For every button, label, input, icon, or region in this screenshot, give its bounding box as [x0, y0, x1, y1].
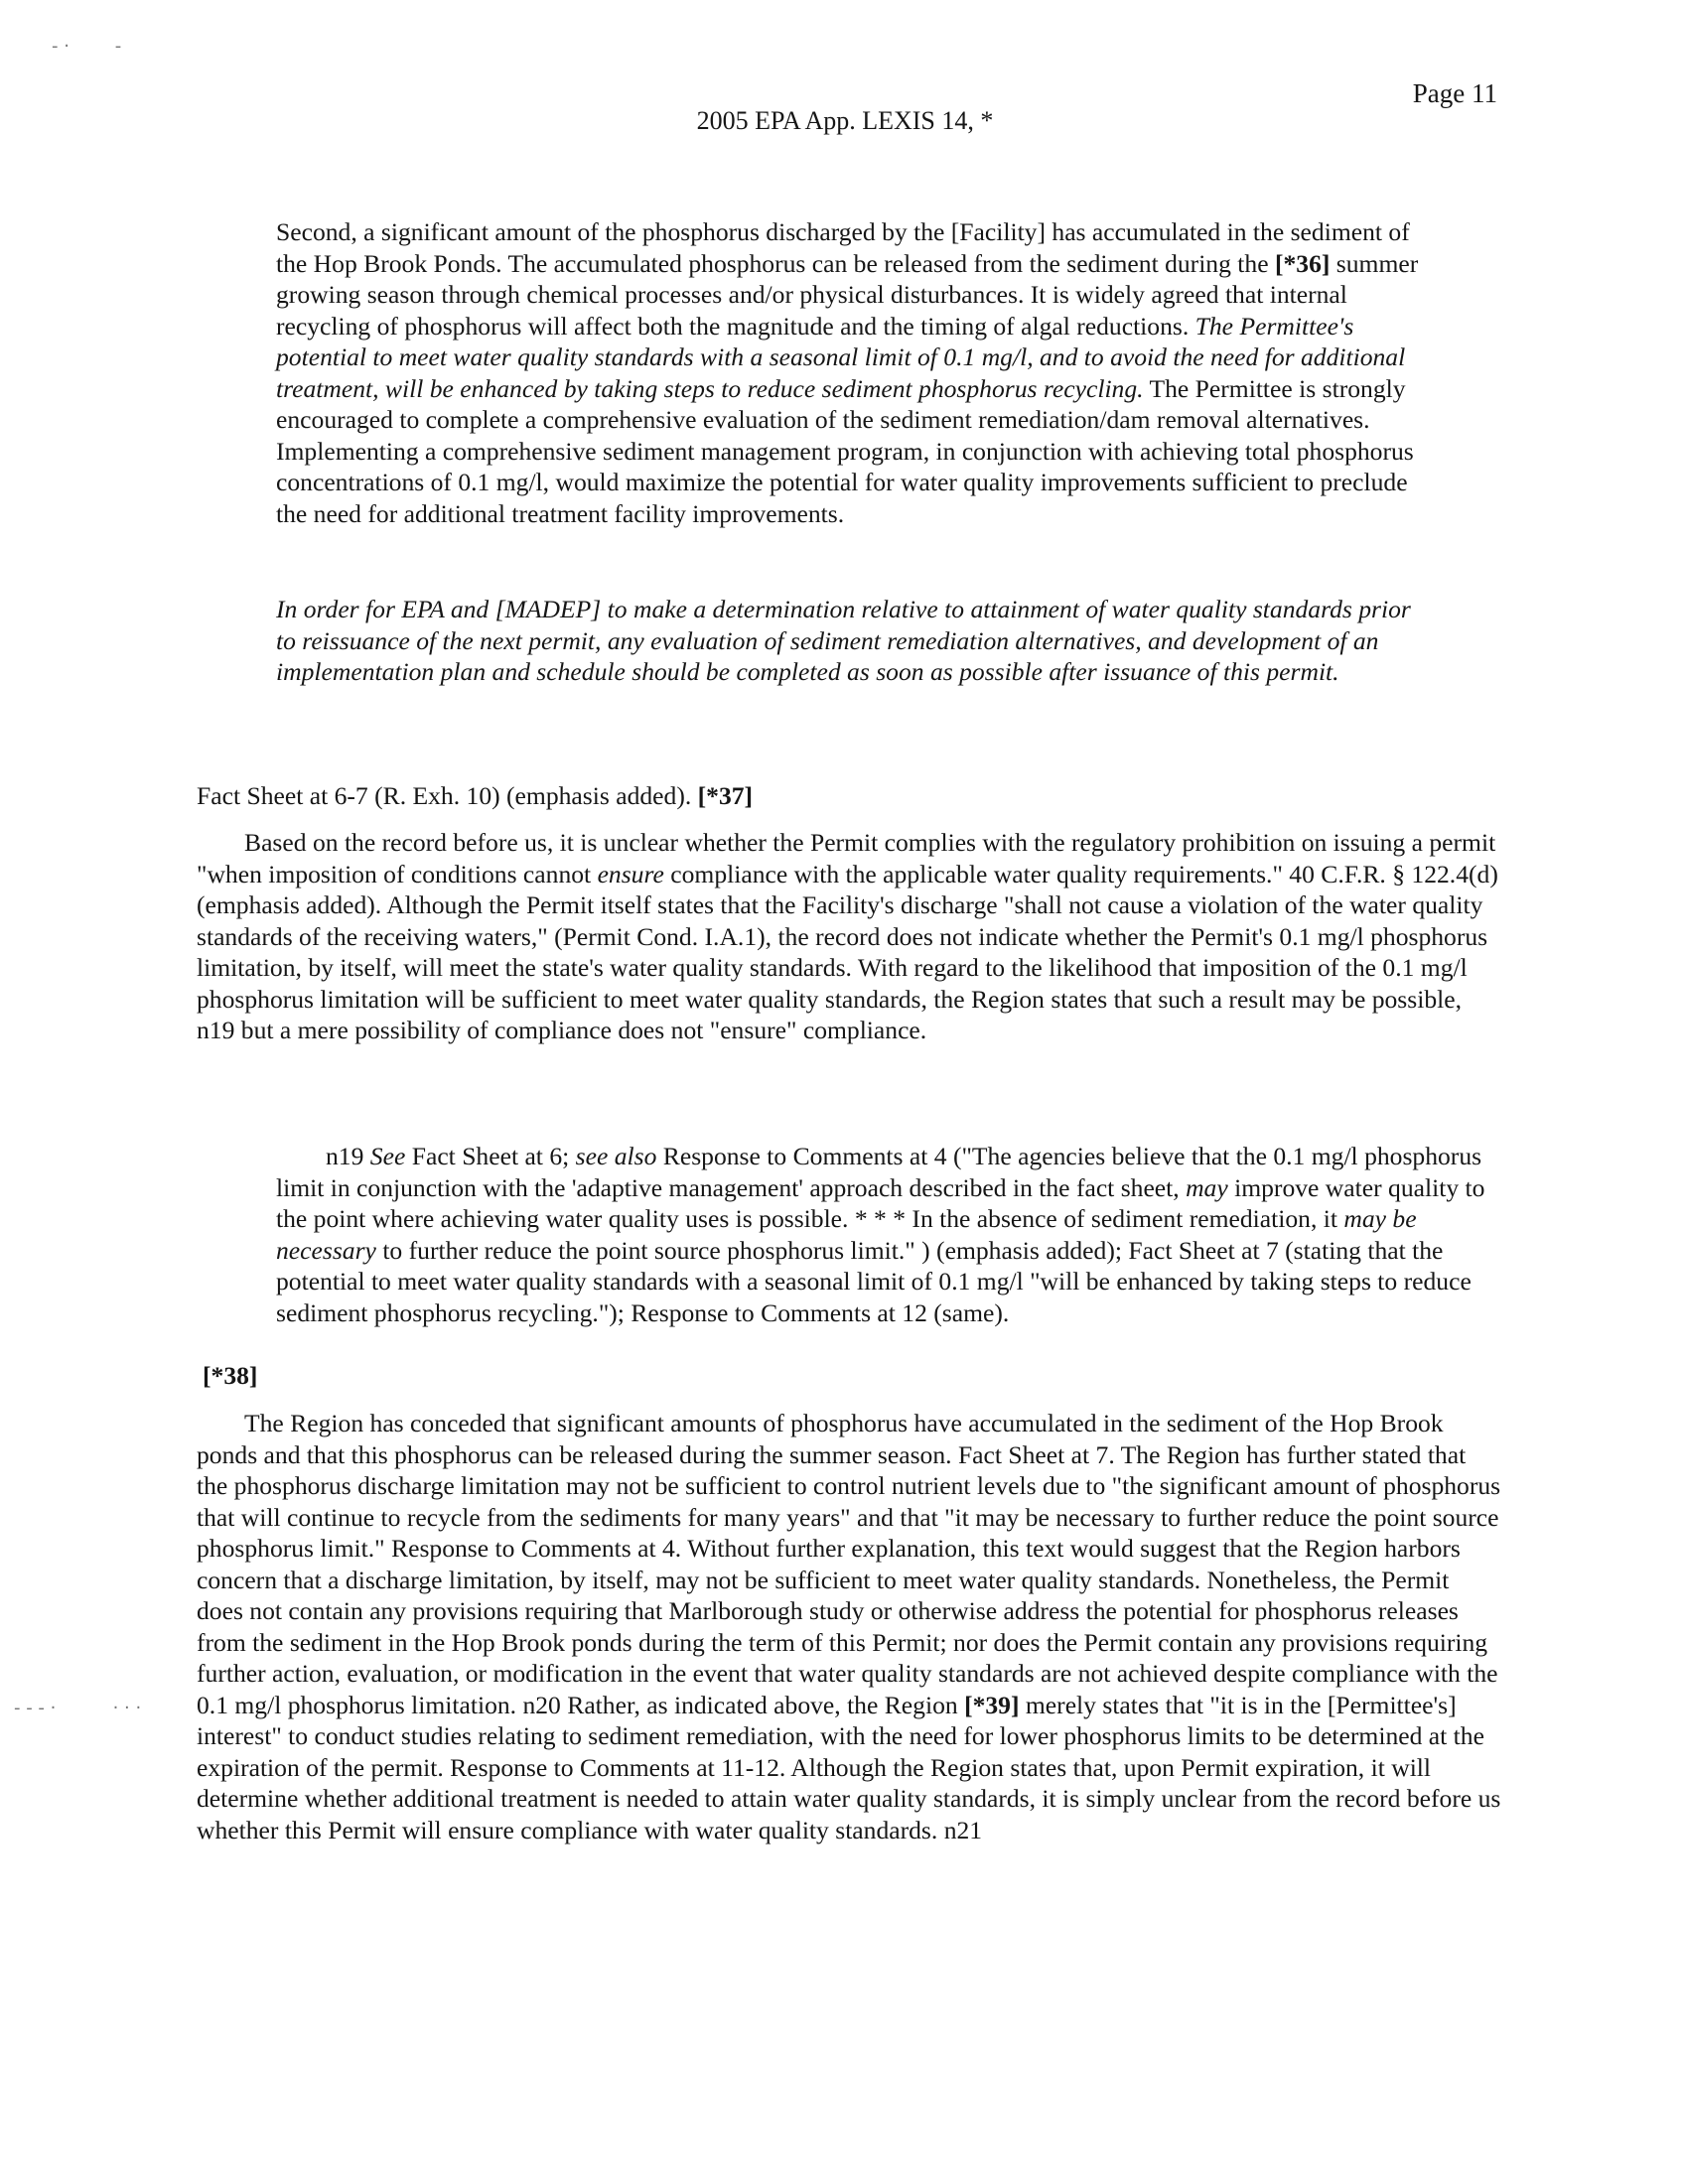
body-paragraph-1 [197, 827, 1501, 1046]
scan-artifact: - · - [52, 36, 122, 57]
star-page-38: [*38] [203, 1361, 258, 1390]
quote-text: Second, a significant amount of the phosphorus discharged by the [Facility] has accumulated in the sediment of the Hop Brook Ponds. The accumulated phosphorus can be released from the sediment during the [276, 217, 1410, 278]
page-number: Page 11 [1412, 78, 1497, 108]
fact-sheet-citation [197, 780, 1487, 812]
paragraph-text: Based on the record before us, it is unclear whether the Permit complies with the regulatory prohibition on issuing a permit "when imposition of conditions cannot [197, 828, 1496, 888]
footnote-text: Response to Comments at 4 ("The agencies believe that the 0.1 mg/l phosphorus limit in conjunction with the 'adaptive management' approach described in the fact sheet, [276, 1142, 1482, 1202]
star-page-39: [*39] [964, 1690, 1020, 1719]
block-quote-paragraph-1 [276, 216, 1420, 529]
quote-emphasis: The Permittee's potential to meet water quality standards with a seasonal limit of 0.1 mg/l, and to avoid the need for additional treatment, will be enhanced by taking steps to reduce sediment phosphorus recycling. [276, 311, 1406, 403]
quote-text: The Permittee is strongly encouraged to complete a comprehensive evaluation of the sediment remediation/dam removal alternatives. Implementing a comprehensive sediment management program, in conjunction with achieving total phosphorus concentrations of 0.1 mg/l, would maximize the potential for water quality improvements sufficient to preclude the need for additional treatment facility improvements. [276, 373, 1414, 528]
footnote-n19 [276, 1141, 1507, 1328]
paragraph-emphasis: ensure [597, 859, 664, 888]
footnote-label: n19 [326, 1142, 370, 1170]
citation-text: Fact Sheet at 6-7 (R. Exh. 10) (emphasis added). [197, 781, 698, 810]
paragraph-text: merely states that "it is in the [Permittee's] interest" to conduct studies relating to sediment remediation, with the need for lower phosphorus limits to be determined at the expiration of the permit. Response to Comments at 11-12. Although the Region states that, upon Permit expiration, it will determine whether additional treatment is needed to attain water quality standards, it is simply unclear from the record before us whether this Permit will ensure compliance with water quality standards. n21 [197, 1690, 1501, 1844]
footnote-signal: see also [575, 1142, 657, 1170]
paragraph-text: compliance with the applicable water quality requirements." 40 C.F.R. § 122.4(d) (emphasis added). Although the Permit itself states that the Facility's discharge "shall not cause a violation of the water quality standards of the receiving waters," (Permit Cond. I.A.1), the record does not indicate whether the Permit's 0.1 mg/l phosphorus limitation, by itself, will meet the state's water quality standards. With regard to the likelihood that imposition of the 0.1 mg/l phosphorus limitation will be sufficient to meet water quality standards, the Region states that such a result may be possible, n19 but a mere possibility of compliance does not "ensure" compliance. [197, 859, 1498, 1044]
footnote-text: Fact Sheet at 6; [405, 1142, 576, 1170]
body-paragraph-2 [197, 1408, 1501, 1845]
citation-header: 2005 EPA App. LEXIS 14, * [696, 106, 994, 135]
paragraph-text: The Region has conceded that significant amounts of phosphorus have accumulated in the sediment of the Hop Brook ponds and that this phosphorus can be released during the summer season. Fact Sheet at 7. The Region has further stated that the phosphorus discharge limitation may not be sufficient to control nutrient levels due to "the significant amount of phosphorus that will continue to recycle from the sediments for many years" and that "it may be necessary to further reduce the point source phosphorus limit." Response to Comments at 4. Without further explanation, this text would suggest that the Region harbors concern that a discharge limitation, by itself, may not be sufficient to meet water quality standards. Nonetheless, the Permit does not contain any provisions requiring that Marlborough study or otherwise address the potential for phosphorus releases from the sediment in the Hop Brook ponds during the term of this Permit; nor does the Permit contain any provisions requiring further action, evaluation, or modification in the event that water quality standards are not achieved despite compliance with the 0.1 mg/l phosphorus limitation. n20 Rather, as indicated above, the Region [197, 1409, 1501, 1719]
star-page-36: [*36] [1274, 248, 1331, 278]
scan-artifact: - - - · · · · [14, 1698, 142, 1718]
block-quote-paragraph-2 [276, 594, 1420, 688]
quote-text: summer growing season through chemical processes and/or physical disturbances. It is widely agreed that internal recycling of phosphorus will affect both the magnitude and the timing of algal reductions. [276, 248, 1419, 341]
footnote-emphasis: may be necessary [276, 1204, 1417, 1265]
footnote-text: to further reduce the point source phosphorus limit." ) (emphasis added); Fact Sheet at 7 (stating that the potential to meet water quality standards with a seasonal limit of 0.1 mg/l "will be enhanced by taking steps to reduce sediment phosphorus recycling."); Response to Comments at 12 (same). [276, 1235, 1472, 1327]
quote-italic-text: In order for EPA and [MADEP] to make a determination relative to attainment of water quality standards prior to reissuance of the next permit, any evaluation of sediment remediation alternatives, and development of an implementation plan and schedule should be completed as soon as possible after issuance of this permit. [276, 595, 1411, 686]
footnote-emphasis: may [1186, 1172, 1228, 1202]
star-page-37: [*37] [697, 781, 754, 810]
footnote-signal: See [369, 1142, 406, 1170]
footnote-text: improve water quality to the point where achieving water quality uses is possible. * * * In the absence of sediment remediation, it [276, 1172, 1485, 1233]
